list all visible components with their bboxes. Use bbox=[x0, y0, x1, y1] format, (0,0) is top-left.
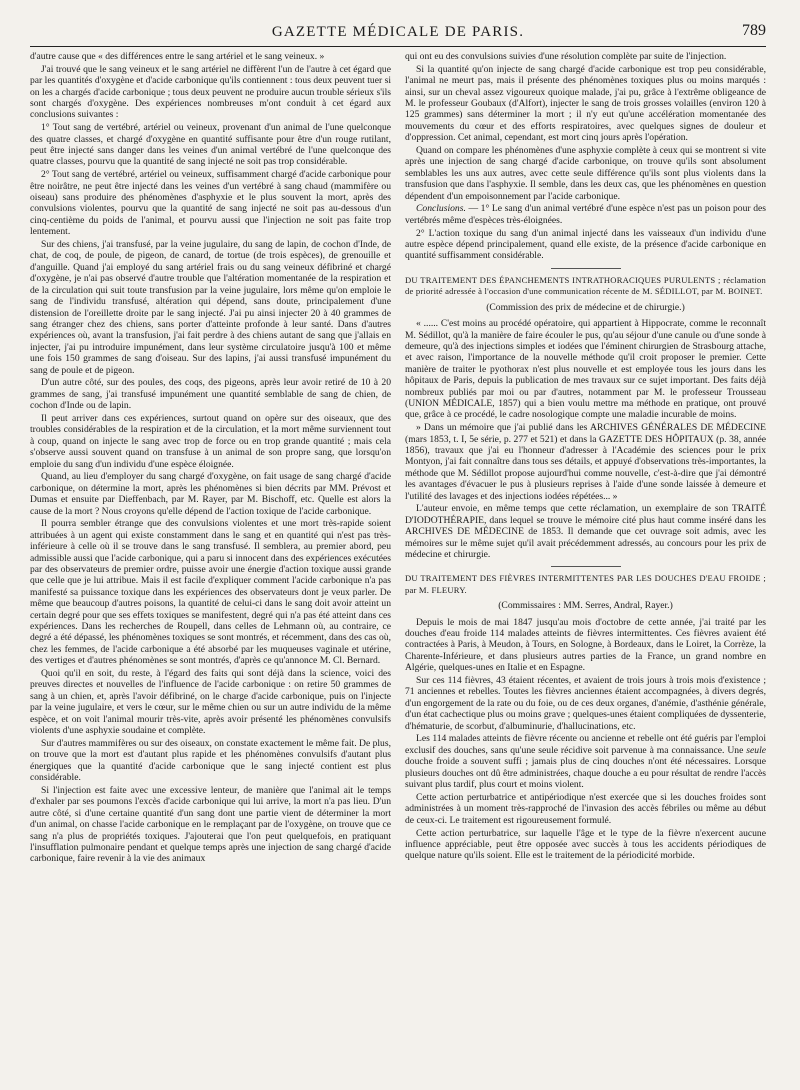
commission-line: (Commissaires : MM. Serres, Andral, Rayer.) bbox=[498, 600, 673, 612]
conclusions-paragraph bbox=[405, 203, 766, 226]
section-heading bbox=[405, 275, 766, 298]
paragraph bbox=[405, 733, 766, 790]
section-divider bbox=[551, 566, 621, 567]
paragraph: d'autre cause que « des différences entre le sang artériel et le sang veineux. » bbox=[30, 51, 325, 62]
paragraph: Cette action perturbatrice, sur laquelle l'âge et le type de la fièvre n'exercent aucune influence appréciable, peut être opposée avec succès à tous les accidents périodiques de quelque nature qu'ils soient. Elle est le traitement de la périodicité morbide. bbox=[405, 827, 766, 862]
conclusions-label: Conclusions. bbox=[416, 203, 466, 215]
section-heading bbox=[405, 573, 766, 596]
page-number: 789 bbox=[742, 22, 766, 39]
text-columns bbox=[30, 51, 766, 1089]
paragraph: Il peut arriver dans ces expériences, surtout quand on opère sur des oiseaux, que des troubles considérables de la respiration et de la circulation, et la mort même surviennent tout à coup, quand on injecte le sang avec trop de force ou en trop grande quantité ; mais cela s'observe aussi souvent quand on transfuse à un animal de son propre sang, que lorsqu'on emploie du sang d'un individu d'une espèce éloignée. bbox=[30, 412, 391, 470]
paragraph: Sur ces 114 fièvres, 43 étaient récentes, et avaient de trois jours à trois mois d'existence ; 71 anciennes et rebelles. Toutes les fièvres anciennes étaient accompagnées, à divers degrés, d'un engorgement de la rate ou du foie, ou de ces deux organes, d'anémie, d'asthénie générale, d'un état cachectique plus ou moins grave ; quelques-unes étaient compliquées de dyssenterie, d'hématurie, de scorbut, d'albuminurie, d'hallucinations, etc. bbox=[405, 675, 766, 732]
section-divider bbox=[551, 268, 621, 269]
left-column bbox=[30, 51, 391, 1089]
paragraph: Depuis le mois de mai 1847 jusqu'au mois d'octobre de cette année, j'ai traité par les douches d'eau froide 114 malades atteints de fièvres intermittentes. Ces fièvres avaient été contractées à Paris, à Meudon, à Tours, en Sologne, à Bordeaux, dans le Loiret, la Corrèze, la Charente-Inférieure, et dans plusieurs autres parties de la France, un grand nombre en Algérie, quelques-unes en Italie et en Espagne. bbox=[405, 616, 766, 674]
paragraph: Il pourra sembler étrange que des convulsions violentes et une mort très-rapide soient attribuées à un agent qui existe constamment dans le sang et en quantité qui n'est pas très-inférieure à celle où il se trouve dans le sang transfusé. Il semblera, au premier abord, peu admissible aussi que l'acide carbonique, qui a paru si innocent dans des expériences exécutées par des observateurs de premier ordre, puisse avoir une énergie d'action toxique aussi grande que celle que je lui attribue. Mais il est facile d'expliquer comment l'acide carbonique n'a pas manifesté sa puissance toxique dans les expériences des observateurs dont je veux parler. De même que beaucoup d'autres poisons, la quantité de celui-ci dans le sang doit avoir atteint un certain degré pour que ses effets toxiques se manifestent, degré qui n'a pas été atteint dans ces expériences. Dans les recherches de Roupell, dans celles de Lehmann où, au contraire, ce degré a été dépassé, les phénomènes toxiques se sont montrés, et récemment, dans des cas où, chez les femmes, de l'acide carbonique a été absorbé par les muqueuses vaginale et utérine, des vertiges et d'autres phénomènes se sont montrés, d'après ce qu'annonce M. Cl. Bernard. bbox=[30, 518, 391, 667]
paragraph: D'un autre côté, sur des poules, des coqs, des pigeons, après leur avoir retiré de 10 à 20 grammes de sang, j'ai transfusé impunément une quantité semblable de sang de chien, de cochon d'Inde ou de lapin. bbox=[30, 377, 391, 412]
paragraph: J'ai trouvé que le sang veineux et le sang artériel ne diffèrent l'un de l'autre à cet égard que par les quantités d'oxygène et d'acide carbonique qu'ils contiennent : tous deux peuvent tuer si on les a chargés d'acide carbonique ; tous deux peuvent ne produire aucun trouble sérieux s'ils sont chargés d'oxygène. Des expériences nombreuses m'ont conduit à cet égard aux conclusions suivantes : bbox=[30, 63, 391, 121]
paragraph: Quoi qu'il en soit, du reste, à l'égard des faits qui sont déjà dans la science, voici des preuves directes et nouvelles de l'influence de l'acide carbonique : on retire 50 grammes de sang à un chien, et, après l'avoir défibriné, on le charge d'acide carbonique, puis on l'injecte par la veine jugulaire, et vers le cœur, sur le même chien ou sur un autre individu de la même espèce, et on voit l'animal mourir très-vite, après avoir présenté les phénomènes convulsifs violents d'une asphyxie soudaine et complète. bbox=[30, 668, 391, 737]
paragraph: « ...... C'est moins au procédé opératoire, qui appartient à Hippocrate, comme le reconnaît M. Sédillot, qu'à la manière de faire écouler le pus, qu'au séjour d'une canule ou d'une sonde à demeure, qu'à des injections simples et iodées que l'éminent chirurgien de Strasbourg attache, et avec raison, l'importance de la nouvelle méthode qu'il croit proposer le premier. Cette manière de traiter le pyothorax n'est plus nouvelle et est employée tous les jours dans les hôpitaux de Paris, depuis la publication de mes travaux sur ce sujet important. Des faits déjà nombreux publiés par moi ou par d'autres, notamment par M. le professeur Trousseau (UNION MÉDICALE, 1857) qui a bien voulu mettre ma méthode en pratique, ont prouvé que, grâce à ce procédé, le cadre nosologique compte une maladie incurable de moins. bbox=[405, 318, 766, 421]
paragraph: » Dans un mémoire que j'ai publié dans les ARCHIVES GÉNÉRALES DE MÉDECINE (mars 1853, t. I, 5e série, p. 277 et 521) et dans la GAZETTE DES HÔPITAUX (p. 38, année 1856), travaux que j'ai eu l'honneur d'adresser à l'Académie des sciences pour le prix Montyon, j'ai fait connaître dans tous ses détails, et appuyé d'observations très-importantes, la méthode que M. Sédillot propose aujourd'hui comme nouvelle, c'est-à-dire que j'ai démontré les avantages d'évacuer le pus à plusieurs reprises à l'aide d'une sonde laissée à demeure et l'utilité des lavages et des injections iodées répétées... » bbox=[405, 422, 766, 502]
paragraph: Sur d'autres mammifères ou sur des oiseaux, on constate exactement le même fait. De plus, on trouve que la mort est d'autant plus rapide et les phénomènes convulsifs d'autant plus énergiques que la quantité d'acide carbonique que le sang injecté contient est plus considérable. bbox=[30, 737, 391, 784]
paragraph: Si l'injection est faite avec une excessive lenteur, de manière que l'animal ait le temps d'exhaler par ses poumons l'excès d'acide carbonique qui lui arrive, la mort n'a pas lieu. D'un autre côté, si d'une certaine quantité d'un sang dont une partie vient de déterminer la mort d'un animal, on chasse l'acide carbonique en le remplaçant par de l'oxygène, on trouve que ce sang n'a plus de propriétés toxiques. J'ajouterai que l'on peut quelquefois, en pratiquant l'insufflation pulmonaire pendant et quelque temps après une injection de sang chargé d'acide carbonique, faire revenir à la vie des animaux bbox=[30, 784, 391, 865]
section-heading-text: DU TRAITEMENT DES ÉPANCHEMENTS INTRATHORACIQUES PURULENTS ; réclamation de priorité adressée à l'occasion d'une communication récente de M. SÉDILLOT, par M. bbox=[405, 274, 766, 297]
paragraph: 2° Tout sang de vertébré, artériel ou veineux, suffisamment chargé d'acide carbonique pour être noirâtre, ne peut être injecté dans les veines d'un vertébré à sang chaud (mammifère ou oiseau) sans produire des phénomènes d'asphyxie et le plus souvent la mort, après des convulsions violentes, pourvu que la quantité de sang injecté ne soit pas au-dessous d'un cinq-centième du poids de l'animal, et pourvu aussi que l'injection ne soit pas faite trop lentement. bbox=[30, 169, 391, 238]
section-author: FLEURY. bbox=[431, 584, 467, 595]
paragraph: L'auteur envoie, en même temps que cette réclamation, un exemplaire de son TRAITÉ D'IODOTHÉRAPIE, dans lequel se trouve le mémoire cité plus haut comme inséré dans les ARCHIVES DE MÉDECINE de 1853. Il demande que cet ouvrage soit admis, avec les mémoires sur le même sujet qu'il avait précédemment adressés, au concours pour les prix de médecine et chirurgie. bbox=[405, 503, 766, 560]
right-column bbox=[405, 51, 766, 1089]
paragraph: qui ont eu des convulsions suivies d'une résolution complète par suite de l'injection. bbox=[405, 51, 727, 62]
paragraph: Quand, au lieu d'employer du sang chargé d'oxygène, on fait usage de sang chargé d'acide carbonique, on détermine la mort, après les phénomènes si bien décrits par MM. Prévost et Dumas et ensuite par Dieffenbach, par M. Rayer, par M. Bischoff, etc. Quelle est alors la cause de la mort ? Nous croyons qu'elle dépend de l'action toxique de l'acide carbonique. bbox=[30, 471, 391, 517]
paragraph: 2° L'action toxique du sang d'un animal injecté dans les vaisseaux d'un individu d'une autre espèce dépend principalement, quand elle existe, de la présence d'acide carbonique en quantité suffisamment considérable. bbox=[405, 227, 766, 262]
section-author: BOINET. bbox=[728, 286, 763, 297]
running-title: GAZETTE MÉDICALE DE PARIS. bbox=[271, 24, 525, 40]
page-header bbox=[30, 16, 766, 47]
conclusions-text: — 1° Le sang d'un animal vertébré d'une espèce n'est pas un poison pour des vertébrés même d'espèces très-éloignées. bbox=[405, 203, 766, 226]
paragraph: Cette action perturbatrice et antipériodique n'est exercée que si les douches froides sont administrées à un moment très-rapproché de l'invasion des accès fébriles ou même au début de ceux-ci. Le traitement est rigoureusement formulé. bbox=[405, 791, 766, 826]
paragraph: 1° Tout sang de vertébré, artériel ou veineux, provenant d'un animal de l'une quelconque des quatre classes, et chargé d'oxygène en quantité suffisante pour être d'un rouge rutilant, peut être injecté sans danger dans les veines d'un animal vertébré de l'une quelconque des quatre classes, pourvu que la quantité de sang injecté ne soit pas trop considérable. bbox=[30, 122, 391, 168]
section-heading-text: DU TRAITEMENT DES FIÈVRES INTERMITTENTES PAR LES DOUCHES D'EAU FROIDE ; par M. bbox=[405, 573, 766, 595]
paragraph: Sur des chiens, j'ai transfusé, par la veine jugulaire, du sang de lapin, de cochon d'Inde, de chat, de coq, de poule, de pigeon, de canard, de tortue (de trois espèces), de grenouille et d'anguille. Quand j'ai employé du sang artériel frais ou du sang veineux défibriné et chargé d'oxygène, je n'ai pas observé d'autre trouble que l'altération momentanée de la respiration et de la circulation qui suit toute transfusion par la veine jugulaire, lors même qu'on emploie le sang de l'individu transfusé, altération qui dépend, sans doute, principalement d'une distension de l'oreillette droite par le sang injecté. J'ai pu ainsi injecter 20 à 40 grammes de sang étranger chez des chiens, sans porter d'atteinte profonde à leur santé. Dans d'autres expériences où, avant la transfusion, j'ai fait perdre à des chiens autant de sang que j'allais en injecter, j'ai pu introduire impunément, dans leur système circulatoire jusqu'à 100 et même une fois 150 grammes de sang d'oiseau. Sur des lapins, j'ai aussi transfusé impunément du sang de poule et de pigeon. bbox=[30, 239, 391, 376]
paragraph: Si la quantité qu'on injecte de sang chargé d'acide carbonique est trop peu considérable, l'animal ne meurt pas, mais il présente des phénomènes toxiques plus ou moins marqués : ainsi, sur un cheval assez vigoureux quoique malade, j'ai pu, grâce à l'extrême obligeance de M. le professeur Goubaux (d'Alfort), injecter le sang de trois grosses volailles (environ 120 à 125 grammes) sans déterminer la mort ; il n'y eut qu'une accélération momentanée des mouvements du cœur et des efforts respiratoires, avec quelques signes de douleur et d'oppression. Cet animal, cependant, est mort cinq jours après l'opération. bbox=[405, 63, 766, 144]
emphasis: seule bbox=[746, 744, 766, 756]
commission-line: (Commission des prix de médecine et de chirurgie.) bbox=[486, 301, 685, 313]
text-run: douche froide a souvent suffi ; jamais plus de cinq douches n'ont été nécessaires. Lorsque plusieurs douches ont dû être administrées, chaque douche a eu pour résultat de rendre l'accès suivant plus tardif, plus court et moins violent. bbox=[405, 756, 766, 791]
text-run: Les 114 malades atteints de fièvre récente ou ancienne et rebelle ont été guéris par l'emploi exclusif des douches, sans qu'une seule récidive soit parvenue à ma connaissance. Une bbox=[405, 733, 766, 756]
paragraph: Quand on compare les phénomènes d'une asphyxie complète à ceux qui se montrent si vite après une injection de sang chargé d'acide carbonique, on trouve qu'ils sont absolument semblables les uns aux autres, avec cette seule différence qu'ils sont plus violents dans la transfusion que dans l'asphyxie. Il semble, dans les deux cas, que les phénomènes en question dépendent d'un empoisonnement par l'acide carbonique. bbox=[405, 145, 766, 202]
